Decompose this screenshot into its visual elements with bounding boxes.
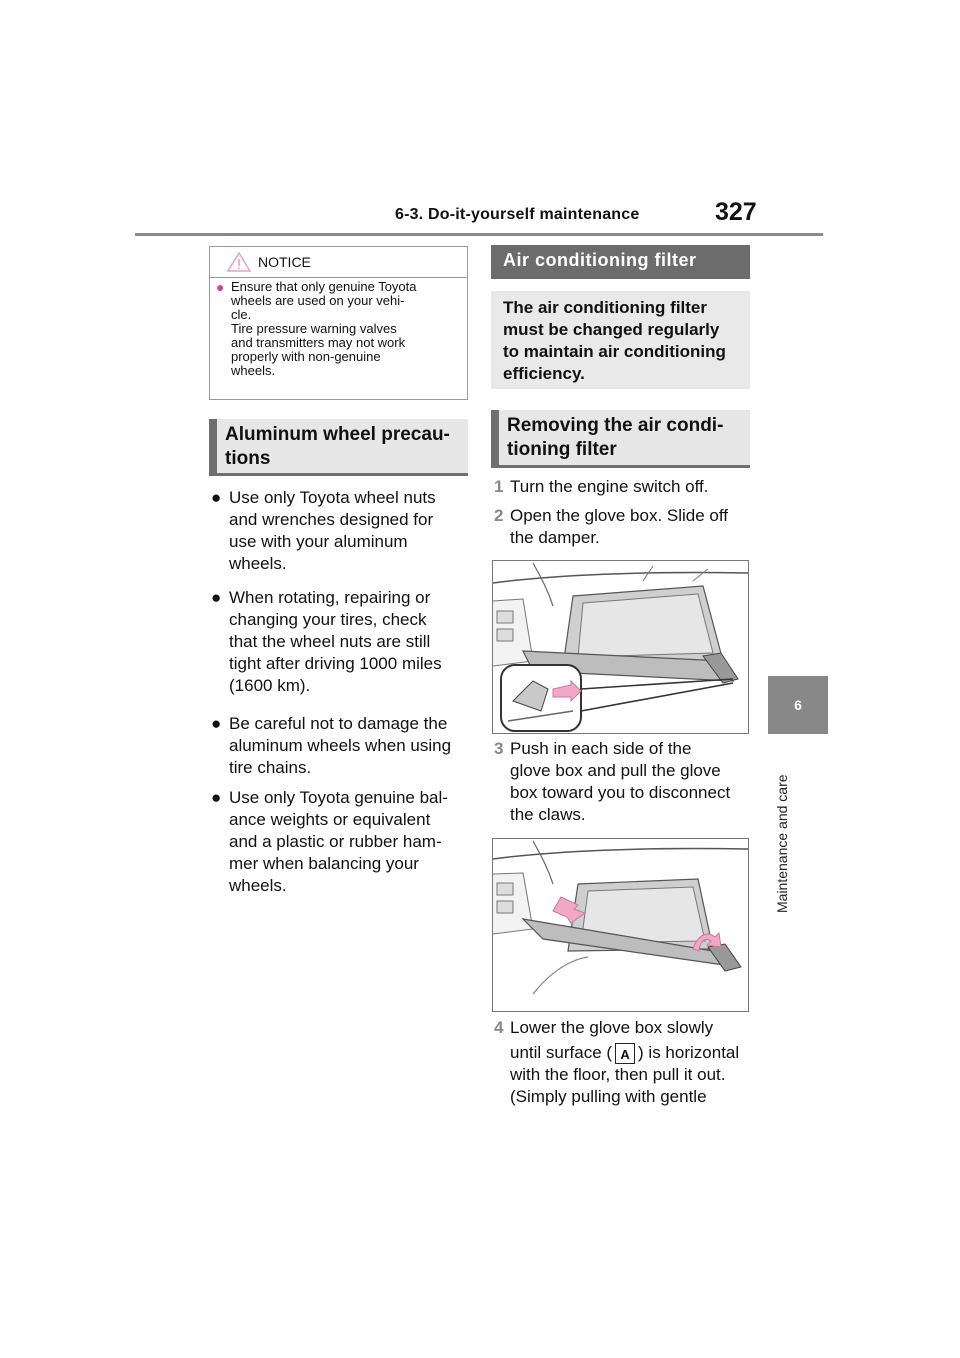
bullet-dot: ●: [216, 279, 225, 295]
bullet-line: Use only Toyota wheel nuts: [229, 488, 436, 507]
step-line: Push in each side of the: [510, 739, 692, 758]
bullet-line: Use only Toyota genuine bal-: [229, 788, 448, 807]
heading-line: tions: [225, 448, 271, 469]
bullet-line: tire chains.: [229, 758, 312, 777]
notice-line: and transmitters may not work: [231, 335, 406, 350]
lead-line: to maintain air conditioning: [503, 342, 726, 361]
heading-line: tioning filter: [507, 439, 617, 460]
ac-filter-lead: [491, 291, 750, 389]
bullet-line: and a plastic or rubber ham-: [229, 832, 442, 851]
surface-a-badge: A: [615, 1043, 635, 1064]
glove-box-claws-illustration: [492, 838, 749, 1012]
bullet-line: wheels.: [229, 554, 287, 573]
step-line: Turn the engine switch off.: [510, 477, 709, 496]
step-line: box toward you to disconnect: [510, 783, 731, 802]
chapter-tab: 6: [768, 676, 828, 734]
notice-title: NOTICE: [258, 254, 311, 270]
bullet-text: [229, 487, 436, 575]
bullet-line: wheels.: [229, 876, 287, 895]
notice-line: wheels are used on your vehi-: [231, 293, 405, 308]
bullet-line: aluminum wheels when using: [229, 736, 452, 755]
step-text-part: until surface (: [510, 1043, 613, 1062]
bullet-line: tight after driving 1000 miles: [229, 654, 442, 673]
notice-header: [210, 247, 467, 278]
lead-line: The air conditioning filter: [503, 298, 707, 317]
bullet-line: Be careful not to damage the: [229, 714, 448, 733]
step-text: [510, 476, 708, 498]
bullet-text: [229, 787, 448, 897]
notice-body: [216, 279, 464, 378]
step-line: [510, 1042, 739, 1064]
lead-line: efficiency.: [503, 364, 585, 383]
step-line: the damper.: [510, 528, 600, 547]
bullet-text: [229, 713, 451, 779]
step-line: (Simply pulling with gentle: [510, 1087, 707, 1107]
lead-line: must be changed regularly: [503, 320, 720, 339]
notice-box: [209, 246, 468, 400]
bullet-mark: ●: [211, 588, 222, 607]
notice-line: properly with non-genuine: [231, 349, 381, 364]
step-text-part: ) is horizontal: [638, 1043, 740, 1062]
step-text: [510, 1017, 739, 1108]
removing-heading: [491, 410, 750, 468]
bullet-line: that the wheel nuts are still: [229, 632, 431, 651]
bullet-line: (1600 km).: [229, 676, 311, 695]
notice-line: Ensure that only genuine Toyota: [231, 279, 417, 294]
claws-diagram: [493, 839, 749, 1012]
step-text: [510, 738, 730, 826]
bullet-line: mer when balancing your: [229, 854, 419, 873]
step-line: Open the glove box. Slide off: [510, 506, 729, 525]
section-title: 6-3. Do-it-yourself maintenance: [395, 206, 640, 223]
bullet-mark: ●: [211, 488, 222, 507]
damper-diagram: [493, 561, 749, 734]
step-line: with the floor, then pull it out.: [510, 1065, 726, 1085]
header-rule: [135, 233, 823, 236]
step-line: Lower the glove box slowly: [510, 1018, 714, 1037]
ac-filter-heading: Air conditioning filter: [491, 245, 750, 279]
notice-text: [231, 280, 466, 378]
page-number: 327: [715, 198, 757, 226]
bullet-line: and wrenches designed for: [229, 510, 434, 529]
bullet-text: [229, 587, 442, 697]
warning-icon: [227, 252, 251, 272]
aluminum-heading: [209, 419, 468, 476]
step-number: 3: [494, 739, 504, 758]
notice-line: Tire pressure warning valves: [231, 321, 397, 336]
step-text: [510, 505, 728, 549]
step-number: 2: [494, 506, 504, 525]
bullet-mark: ●: [211, 714, 222, 733]
glove-box-damper-illustration: [492, 560, 749, 734]
step-line: glove box and pull the glove: [510, 761, 721, 780]
bullet-line: ance weights or equivalent: [229, 810, 431, 829]
notice-line: cle.: [231, 307, 252, 322]
step-number: 4: [494, 1018, 504, 1037]
bullet-line: use with your aluminum: [229, 532, 408, 551]
heading-line: Aluminum wheel precau-: [225, 424, 450, 445]
bullet-mark: ●: [211, 788, 222, 807]
step-line: the claws.: [510, 805, 586, 824]
chapter-label: [770, 745, 792, 915]
bullet-line: When rotating, repairing or: [229, 588, 431, 607]
heading-line: Removing the air condi-: [507, 415, 724, 436]
step-number: 1: [494, 477, 504, 496]
bullet-line: changing your tires, check: [229, 610, 427, 629]
chapter-label-text: Maintenance and care: [774, 774, 790, 913]
notice-line: wheels.: [231, 363, 276, 378]
